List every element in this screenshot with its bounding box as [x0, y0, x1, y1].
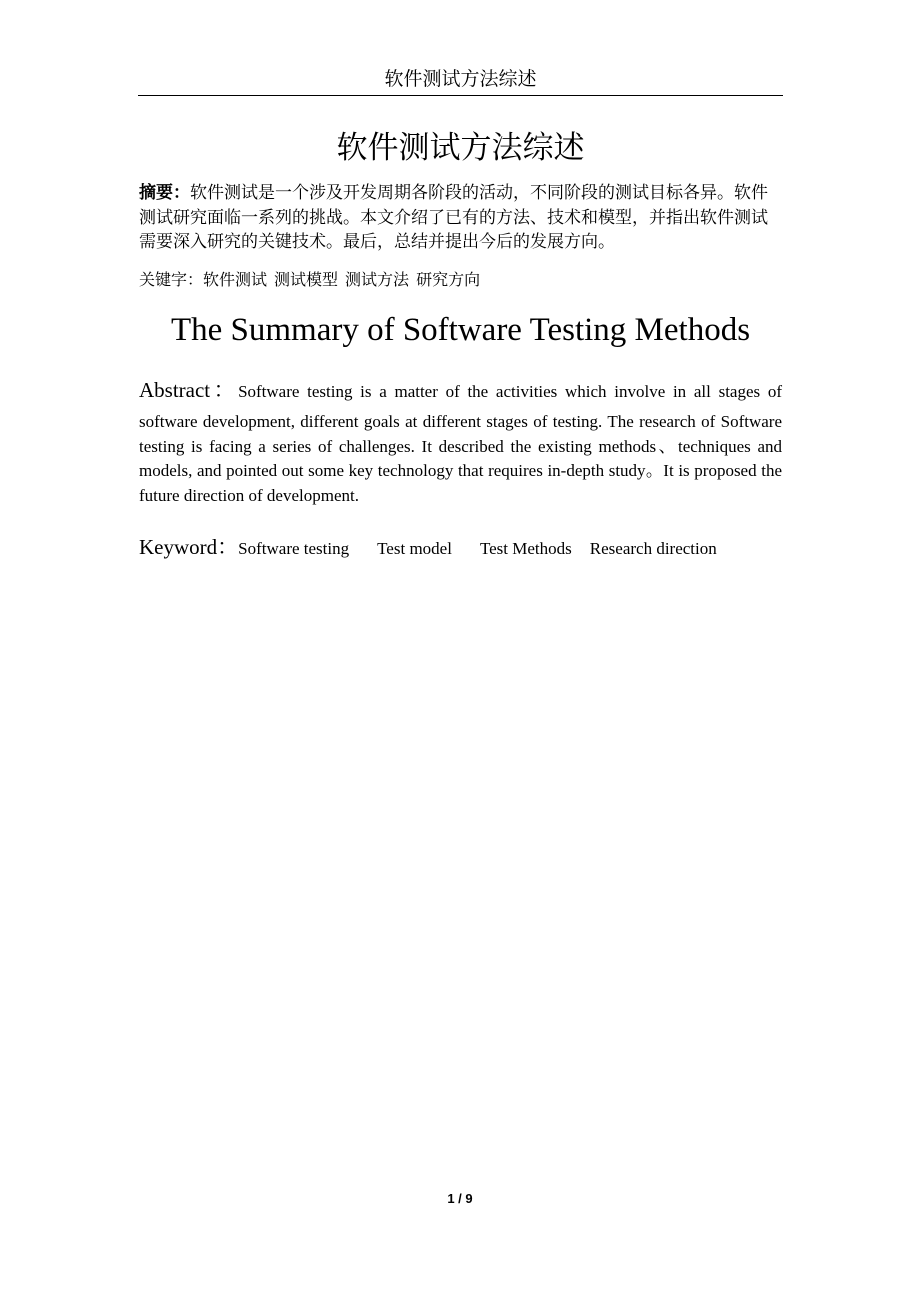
english-abstract-first-line — [139, 372, 782, 410]
english-keywords — [139, 532, 782, 564]
english-keyword: Software testing — [238, 539, 350, 558]
english-abstract-text-start: Software testing is a matter of the activities which involve in all stages of — [238, 382, 782, 401]
chinese-title: 软件测试方法综述 — [336, 130, 585, 166]
page-number: 1 / 9 — [447, 1191, 473, 1206]
chinese-abstract-text: 软件测试是一个涉及开发周期各阶段的活动，不同阶段的测试目标各异。软件测试研究面临一系列的挑战。本文介绍了已有的方法、技术和模型，并指出软件测试需要深入研究的关键技术。最后，总结并提出今后的发展方向。 — [139, 183, 768, 252]
english-keywords-label: Keyword： — [139, 535, 239, 559]
chinese-keywords — [139, 268, 783, 292]
english-keyword: Research direction — [589, 539, 717, 558]
running-header: 软件测试方法综述 — [384, 68, 537, 90]
header-divider — [138, 95, 783, 96]
chinese-abstract — [139, 181, 783, 255]
english-abstract — [139, 372, 782, 508]
english-abstract-text: software development, different goals at different stages of testing. The research of Software testing is facing a series of challenges. It described the existing methods、techniques and models, and pointed out some key technology that requires in-depth study。It is proposed the future direction of development. — [139, 412, 782, 505]
english-keyword: Test model — [377, 539, 452, 558]
chinese-keyword: 测试模型 — [274, 270, 339, 289]
chinese-keyword: 测试方法 — [345, 270, 410, 289]
english-title: The Summary of Software Testing Methods — [170, 312, 751, 348]
chinese-keyword: 软件测试 — [203, 270, 268, 289]
chinese-keywords-label: 关键字： — [139, 270, 204, 289]
english-keyword: Test Methods — [479, 539, 572, 558]
chinese-keyword: 研究方向 — [416, 270, 481, 289]
english-abstract-label: Abstract： — [139, 378, 239, 402]
chinese-abstract-label: 摘要： — [139, 183, 190, 203]
